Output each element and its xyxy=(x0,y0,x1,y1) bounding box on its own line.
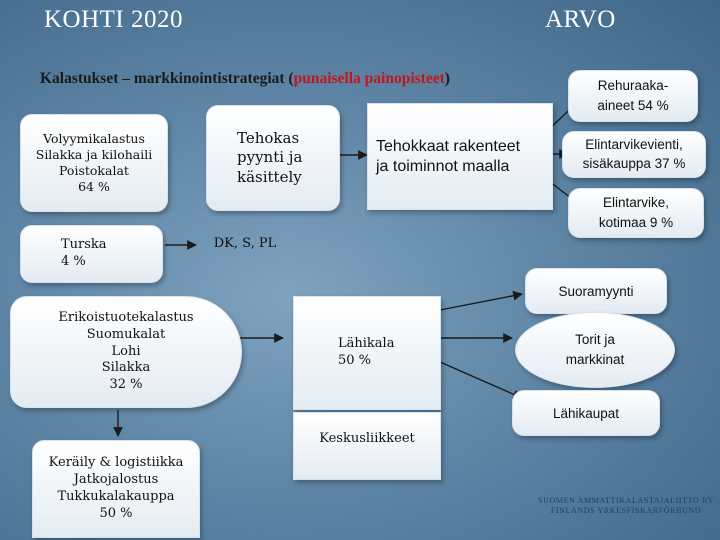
subtitle-text-end: ) xyxy=(444,70,450,87)
node-elintarvikevienti: Elintarvikevienti, sisäkauppa 37 % xyxy=(562,131,706,178)
node-erikoistuotekalastus: Erikoistuotekalastus Suomukalat Lohi Silakka 32 % xyxy=(10,296,242,408)
node-torit-markkinat: Torit ja markkinat xyxy=(515,312,675,388)
node-lahikaupat: Lähikaupat xyxy=(512,390,660,436)
footer-organization-logo xyxy=(538,496,714,516)
node-rehuraaka-aineet: Rehuraaka- aineet 54 % xyxy=(568,70,698,122)
footer-line-2: FINLANDS YRKESFISKARFÖRBUND xyxy=(550,506,702,515)
arrow-lahikala-to-suoramyynti xyxy=(440,294,522,310)
subtitle-highlight: punaisella painopisteet xyxy=(293,70,445,87)
label-dk-s-pl: DK, S, PL xyxy=(213,236,277,251)
node-turska: Turska 4 % xyxy=(20,225,163,283)
node-suoramyynti: Suoramyynti xyxy=(525,268,667,314)
arrow-lahikala-to-lahikaupat xyxy=(440,362,522,398)
node-keskusliikkeet: Keskusliikkeet xyxy=(293,412,441,480)
node-tehokas-pyynti: Tehokas pyynti ja käsittely xyxy=(206,105,340,211)
title-arvo: ARVO xyxy=(545,6,616,33)
node-elintarvike-kotimaa: Elintarvike, kotimaa 9 % xyxy=(568,188,704,238)
node-keraily-logistiikka: Keräily & logistiikka Jatkojalostus Tukkukalakauppa 50 % xyxy=(32,440,200,538)
node-volyymikalastus: Volyymikalastus Silakka ja kilohaili Poistokalat 64 % xyxy=(20,114,168,212)
title-kohti-2020: KOHTI 2020 xyxy=(44,6,184,33)
node-tehokkaat-rakenteet: Tehokkaat rakenteet ja toiminnot maalla xyxy=(367,103,553,210)
node-lahikala: Lähikala 50 % xyxy=(293,296,441,410)
subtitle-text-start: Kalastukset – markkinointistrategiat ( xyxy=(40,70,294,87)
footer-line-1: SUOMEN AMMATTIKALASTAJALIITTO RY xyxy=(538,496,714,505)
